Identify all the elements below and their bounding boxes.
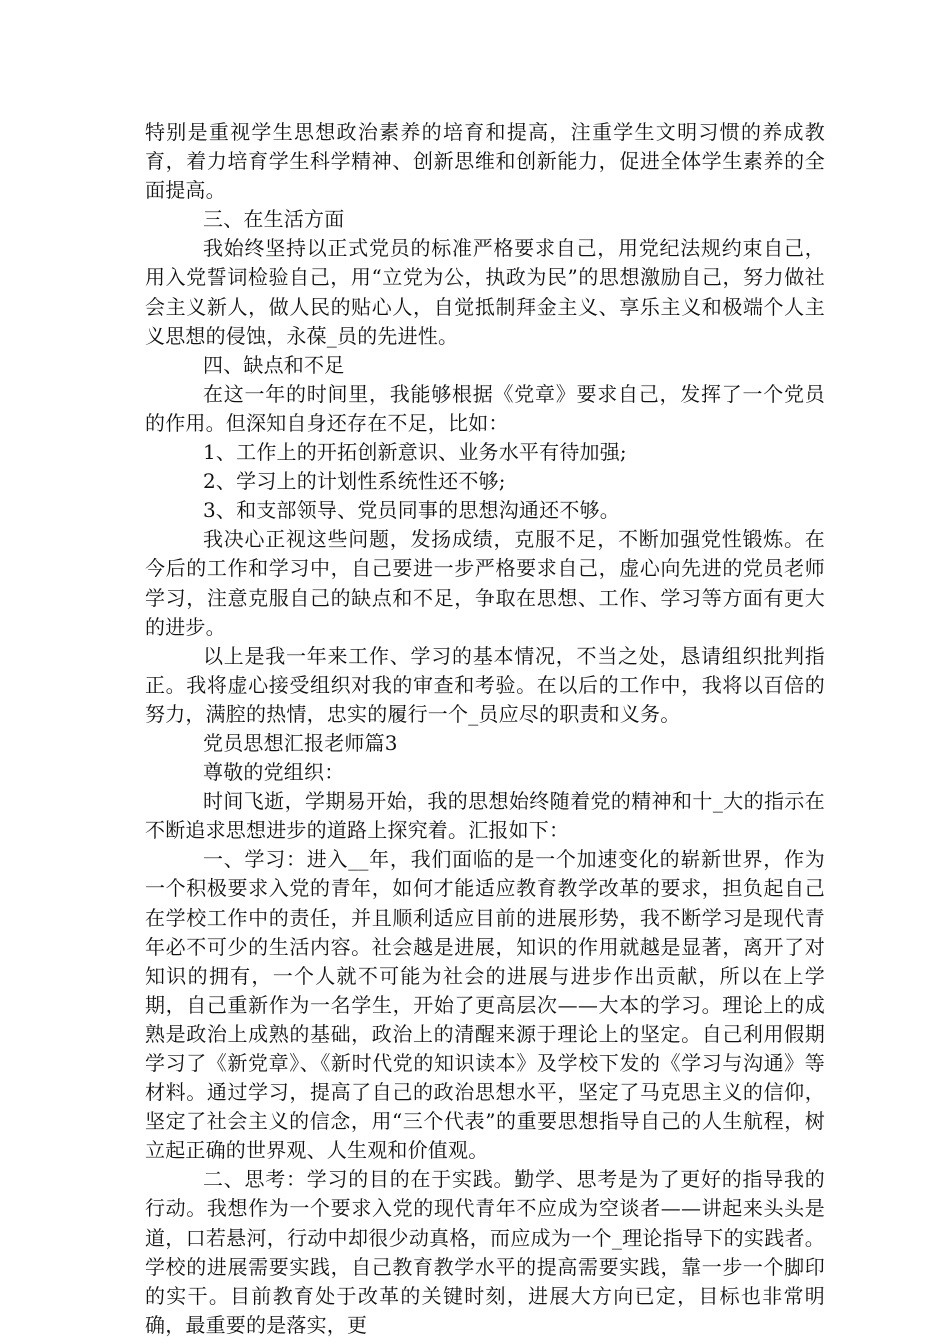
paragraph: 在这一年的时间里，我能够根据《党章》要求自己，发挥了一个党员的作用。但深知自身还存在不足，比如： — [145, 381, 825, 435]
document-body — [145, 118, 825, 1340]
list-item: 1、工作上的开拓创新意识、业务水平有待加强; — [203, 440, 627, 465]
paragraph: 我决心正视这些问题，发扬成绩，克服不足，不断加强党性锻炼。在今后的工作和学习中，自己要进一步严格要求自己，虚心向先进的党员老师学习，注意克服自己的缺点和不足，争取在思想、工作、学习等方面有更大的进步。 — [145, 527, 825, 639]
section-heading: 三、在生活方面 — [203, 207, 345, 232]
paragraph: 我始终坚持以正式党员的标准严格要求自己，用党纪法规约束自己，用入党誓词检验自己，用“立党为公，执政为民”的思想激励自己，努力做社会主义新人，做人民的贴心人，自觉抵制拜金主义、享乐主义和极端个人主义思想的侵蚀，永葆_员的先进性。 — [145, 236, 825, 348]
paragraph: 一、学习：进入__年，我们面临的是一个加速变化的崭新世界，作为一个积极要求入党的青年，如何才能适应教育教学改革的要求，担负起自己在学校工作中的责任，并且顺利适应目前的进展形势，我不断学习是现代青年必不可少的生活内容。社会越是进展，知识的作用就越是显著，离开了对知识的拥有，一个人就不可能为社会的进展与进步作出贡献，所以在上学期，自己重新作为一名学生，开始了更高层次——大本的学习。理论上的成熟是政治上成熟的基础，政治上的清醒来源于理论上的坚定。自己利用假期学习了《新党章》、《新时代党的知识读本》及学校下发的《学习与沟通》等材料。通过学习，提高了自己的政治思想水平，坚定了马克思主义的信仰，坚定了社会主义的信念，用“三个代表”的重要思想指导自己的人生航程，树立起正确的世界观、人生观和价值观。 — [145, 847, 825, 1163]
paragraph: 特别是重视学生思想政治素养的培育和提高，注重学生文明习惯的养成教育，着力培育学生科学精神、创新思维和创新能力，促进全体学生素养的全面提高。 — [145, 120, 825, 203]
article-title: 党员思想汇报老师篇3 — [203, 730, 398, 755]
list-item: 2、学习上的计划性系统性还不够; — [203, 469, 506, 494]
paragraph: 时间飞逝，学期易开始，我的思想始终随着党的精神和十_大的指示在不断追求思想进步的道路上探究着。汇报如下： — [145, 789, 825, 843]
salutation: 尊敬的党组织： — [203, 760, 345, 785]
paragraph: 二、思考：学习的目的在于实践。勤学、思考是为了更好的指导我的行动。我想作为一个要求入党的现代青年不应成为空谈者——讲起来头头是道，口若悬河，行动中却很少动真格，而应成为一个_理论指导下的实践者。学校的进展需要实践，自己教育教学水平的提高需要实践，靠一步一个脚印的实干。目前教育处于改革的关键时刻，进展大方向已定，目标也非常明确，最重要的是落实，更 — [145, 1167, 825, 1337]
section-heading: 四、缺点和不足 — [203, 352, 345, 377]
paragraph: 以上是我一年来工作、学习的基本情况，不当之处，恳请组织批判指正。我将虚心接受组织对我的审查和考验。在以后的工作中，我将以百倍的努力，满腔的热情，忠实的履行一个_员应尽的职责和义务。 — [145, 643, 825, 726]
list-item: 3、和支部领导、党员同事的思想沟通还不够。 — [203, 498, 620, 523]
